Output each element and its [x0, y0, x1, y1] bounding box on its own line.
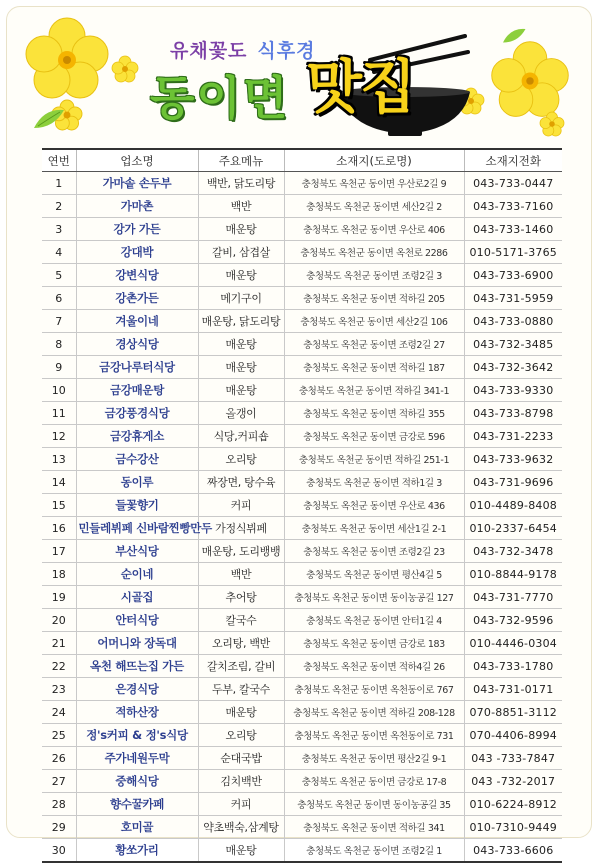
restaurant-name: 향수꿀카페: [76, 793, 198, 816]
main-menu: 가정식뷔페: [198, 517, 284, 540]
row-number: 13: [42, 448, 76, 471]
table-row: [42, 310, 562, 333]
main-menu: 매운탕: [198, 356, 284, 379]
restaurant-name: 금수강산: [76, 448, 198, 471]
phone-number: 010-4446-0304: [464, 632, 562, 655]
restaurant-name: 시골집: [76, 586, 198, 609]
table-row: [42, 724, 562, 747]
row-number: 21: [42, 632, 76, 655]
restaurant-name: 가마솥 손두부: [76, 172, 198, 195]
phone-number: 043-733-0880: [464, 310, 562, 333]
restaurant-name: 부산식당: [76, 540, 198, 563]
road-address: 충청북도 옥천군 동이면 우산로 406: [284, 218, 464, 241]
phone-number: 043-732-9596: [464, 609, 562, 632]
road-address: 충청북도 옥천군 동이면 안터1길 4: [284, 609, 464, 632]
restaurant-name: 금강매운탕: [76, 379, 198, 402]
row-number: 16: [42, 517, 76, 540]
table-row: [42, 609, 562, 632]
phone-number: 010-4489-8408: [464, 494, 562, 517]
table-row: [42, 839, 562, 863]
restaurant-name: 은경식당: [76, 678, 198, 701]
row-number: 5: [42, 264, 76, 287]
main-menu: 추어탕: [198, 586, 284, 609]
row-number: 18: [42, 563, 76, 586]
rapeseed-flower-icon: [488, 38, 572, 122]
restaurant-name: 금강휴게소: [76, 425, 198, 448]
phone-number: 043-731-7770: [464, 586, 562, 609]
road-address: 충청북도 옥천군 동이면 평산4길 5: [284, 563, 464, 586]
table-row: [42, 356, 562, 379]
restaurant-name: 중해식당: [76, 770, 198, 793]
table-row: [42, 747, 562, 770]
table-row: [42, 172, 562, 195]
row-number: 7: [42, 310, 76, 333]
restaurant-name: 황쏘가리: [76, 839, 198, 863]
table-row: [42, 241, 562, 264]
table-row: [42, 333, 562, 356]
phone-number: 043-733-1780: [464, 655, 562, 678]
row-number: 24: [42, 701, 76, 724]
leaf-icon: [30, 98, 70, 138]
road-address: 충청북도 옥천군 동이면 동이농공길 127: [284, 586, 464, 609]
restaurant-name: 정's커피 & 정's식당: [76, 724, 198, 747]
road-address: 충청북도 옥천군 동이면 적하길 208-128: [284, 701, 464, 724]
phone-number: 043-731-5959: [464, 287, 562, 310]
road-address: 충청북도 옥천군 동이면 적하길 355: [284, 402, 464, 425]
main-menu: 매운탕: [198, 701, 284, 724]
main-menu: 칼국수: [198, 609, 284, 632]
road-address: 충청북도 옥천군 동이면 옥천로 2286: [284, 241, 464, 264]
main-menu: 오리탕: [198, 448, 284, 471]
phone-number: 070-4406-8994: [464, 724, 562, 747]
main-menu: 두부, 칼국수: [198, 678, 284, 701]
rapeseed-flower-icon: [22, 14, 112, 104]
main-menu: 매운탕, 닭도리탕: [198, 310, 284, 333]
col-header-menu: 주요메뉴: [198, 149, 284, 172]
row-number: 30: [42, 839, 76, 863]
poster-subtitle: [170, 36, 315, 63]
row-number: 6: [42, 287, 76, 310]
row-number: 19: [42, 586, 76, 609]
row-number: 2: [42, 195, 76, 218]
col-header-phone: 소재지전화: [464, 149, 562, 172]
phone-number: 043-733-9632: [464, 448, 562, 471]
restaurant-name: 호미골: [76, 816, 198, 839]
table-row: [42, 195, 562, 218]
road-address: 충청북도 옥천군 동이면 적하길 187: [284, 356, 464, 379]
restaurant-name: 동이루: [76, 471, 198, 494]
restaurant-name: 금강풍경식당: [76, 402, 198, 425]
road-address: 충청북도 옥천군 동이면 적하길 341-1: [284, 379, 464, 402]
row-number: 10: [42, 379, 76, 402]
road-address: 충청북도 옥천군 동이면 우산로2길 9: [284, 172, 464, 195]
main-menu: 백반: [198, 195, 284, 218]
main-menu: 커피: [198, 494, 284, 517]
main-menu: 백반, 닭도리탕: [198, 172, 284, 195]
table-body: [42, 172, 562, 863]
table-header-row: [42, 149, 562, 172]
phone-number: 070-8851-3112: [464, 701, 562, 724]
road-address: 충청북도 옥천군 동이면 세산2길 106: [284, 310, 464, 333]
road-address: 충청북도 옥천군 동이면 옥천동이로 731: [284, 724, 464, 747]
road-address: 충청북도 옥천군 동이면 금강로 17-8: [284, 770, 464, 793]
phone-number: 043-733-0447: [464, 172, 562, 195]
restaurant-name: 옥천 해뜨는집 가든: [76, 655, 198, 678]
road-address: 충청북도 옥천군 동이면 우산로 436: [284, 494, 464, 517]
phone-number: 043-733-6900: [464, 264, 562, 287]
phone-number: 010-8844-9178: [464, 563, 562, 586]
main-menu: 갈비, 삼겹살: [198, 241, 284, 264]
row-number: 25: [42, 724, 76, 747]
main-menu: 오리탕: [198, 724, 284, 747]
road-address: 충청북도 옥천군 동이면 적하길 341: [284, 816, 464, 839]
road-address: 충청북도 옥천군 동이면 적하1길 3: [284, 471, 464, 494]
phone-number: 043-733-7160: [464, 195, 562, 218]
main-menu: 올갱이: [198, 402, 284, 425]
table-row: [42, 563, 562, 586]
main-menu: 김치백반: [198, 770, 284, 793]
table-row: [42, 770, 562, 793]
main-menu: 백반: [198, 563, 284, 586]
road-address: 충청북도 옥천군 동이면 옥천동이로 767: [284, 678, 464, 701]
road-address: 충청북도 옥천군 동이면 조령2길 27: [284, 333, 464, 356]
restaurant-name: 들꽃향기: [76, 494, 198, 517]
row-number: 20: [42, 609, 76, 632]
row-number: 14: [42, 471, 76, 494]
rapeseed-flower-icon: [540, 112, 564, 136]
restaurant-name: 주가네원두막: [76, 747, 198, 770]
phone-number: 010-6224-8912: [464, 793, 562, 816]
phone-number: 010-2337-6454: [464, 517, 562, 540]
main-menu: 매운탕: [198, 333, 284, 356]
row-number: 22: [42, 655, 76, 678]
main-menu: 매운탕, 도리뱅뱅: [198, 540, 284, 563]
rapeseed-flower-icon: [112, 56, 138, 82]
row-number: 4: [42, 241, 76, 264]
phone-number: 043-732-3642: [464, 356, 562, 379]
table-row: [42, 793, 562, 816]
table-row: [42, 494, 562, 517]
row-number: 9: [42, 356, 76, 379]
restaurant-name: 가마촌: [76, 195, 198, 218]
subtitle-part-b: 식후경: [257, 40, 316, 62]
restaurant-name: 안터식당: [76, 609, 198, 632]
restaurant-name: 적하산장: [76, 701, 198, 724]
road-address: 충청북도 옥천군 동이면 적하길 205: [284, 287, 464, 310]
col-header-no: 연번: [42, 149, 76, 172]
row-number: 12: [42, 425, 76, 448]
main-menu: 메기구이: [198, 287, 284, 310]
phone-number: 010-7310-9449: [464, 816, 562, 839]
row-number: 1: [42, 172, 76, 195]
table-row: [42, 586, 562, 609]
main-menu: 순대국밥: [198, 747, 284, 770]
restaurant-name: 금강나루터식당: [76, 356, 198, 379]
table-row: [42, 517, 562, 540]
main-menu: 매운탕: [198, 379, 284, 402]
road-address: 충청북도 옥천군 동이면 동이농공길 35: [284, 793, 464, 816]
table-row: [42, 448, 562, 471]
road-address: 충청북도 옥천군 동이면 금강로 596: [284, 425, 464, 448]
road-address: 충청북도 옥천군 동이면 세산1길 2-1: [284, 517, 464, 540]
poster-title-area: 동이면: [150, 71, 290, 125]
road-address: 충청북도 옥천군 동이면 조령2길 1: [284, 839, 464, 863]
road-address: 충청북도 옥천군 동이면 조령2길 3: [284, 264, 464, 287]
col-header-name: 업소명: [76, 149, 198, 172]
main-menu: 매운탕: [198, 264, 284, 287]
main-menu: 약초백숙,삼계탕: [198, 816, 284, 839]
road-address: 충청북도 옥천군 동이면 세산2길 2: [284, 195, 464, 218]
phone-number: 010-5171-3765: [464, 241, 562, 264]
col-header-address: 소재지(도로명): [284, 149, 464, 172]
main-menu: 매운탕: [198, 218, 284, 241]
main-menu: 매운탕: [198, 839, 284, 863]
phone-number: 043-733-6606: [464, 839, 562, 863]
restaurant-name: 어머니와 장독대: [76, 632, 198, 655]
phone-number: 043-731-9696: [464, 471, 562, 494]
restaurant-name: 순이네: [76, 563, 198, 586]
phone-number: 043-732-3485: [464, 333, 562, 356]
restaurant-name: 강가 가든: [76, 218, 198, 241]
phone-number: 043-733-9330: [464, 379, 562, 402]
road-address: 충청북도 옥천군 동이면 평산2길 9-1: [284, 747, 464, 770]
table-row: [42, 678, 562, 701]
phone-number: 043-733-1460: [464, 218, 562, 241]
row-number: 17: [42, 540, 76, 563]
road-address: 충청북도 옥천군 동이면 적하4길 26: [284, 655, 464, 678]
row-number: 8: [42, 333, 76, 356]
row-number: 29: [42, 816, 76, 839]
table-row: [42, 402, 562, 425]
phone-number: 043 -733-7847: [464, 747, 562, 770]
phone-number: 043 -732-2017: [464, 770, 562, 793]
main-menu: 오리탕, 백반: [198, 632, 284, 655]
table-row: [42, 655, 562, 678]
table-row: [42, 379, 562, 402]
row-number: 11: [42, 402, 76, 425]
road-address: 충청북도 옥천군 동이면 조령2길 23: [284, 540, 464, 563]
restaurant-name: 겨울이네: [76, 310, 198, 333]
row-number: 3: [42, 218, 76, 241]
table-row: [42, 264, 562, 287]
main-menu: 커피: [198, 793, 284, 816]
table-row: [42, 632, 562, 655]
table-row: [42, 471, 562, 494]
road-address: 충청북도 옥천군 동이면 금강로 183: [284, 632, 464, 655]
row-number: 23: [42, 678, 76, 701]
main-menu: 짜장면, 탕수육: [198, 471, 284, 494]
road-address: 충청북도 옥천군 동이면 적하길 251-1: [284, 448, 464, 471]
main-menu: 갈치조림, 갈비: [198, 655, 284, 678]
restaurant-name: 민들레뷔페 신바람찐빵만두: [76, 517, 198, 540]
phone-number: 043-731-0171: [464, 678, 562, 701]
phone-number: 043-731-2233: [464, 425, 562, 448]
poster-header: [0, 0, 600, 150]
row-number: 15: [42, 494, 76, 517]
restaurant-table-wrap: [42, 148, 562, 863]
restaurant-table: [42, 148, 562, 863]
phone-number: 043-732-3478: [464, 540, 562, 563]
main-menu: 식당,커피숍: [198, 425, 284, 448]
row-number: 26: [42, 747, 76, 770]
phone-number: 043-733-8798: [464, 402, 562, 425]
restaurant-name: 강촌가든: [76, 287, 198, 310]
row-number: 27: [42, 770, 76, 793]
restaurant-name: 강변식당: [76, 264, 198, 287]
restaurant-name: 강대박: [76, 241, 198, 264]
table-row: [42, 701, 562, 724]
restaurant-name: 경상식당: [76, 333, 198, 356]
table-row: [42, 425, 562, 448]
leaf-icon: [500, 20, 530, 50]
row-number: 28: [42, 793, 76, 816]
subtitle-part-a: 유채꽃도: [170, 40, 248, 62]
table-row: [42, 816, 562, 839]
table-row: [42, 218, 562, 241]
table-row: [42, 287, 562, 310]
poster-title-restaurants: 맛집: [306, 53, 415, 121]
table-row: [42, 540, 562, 563]
